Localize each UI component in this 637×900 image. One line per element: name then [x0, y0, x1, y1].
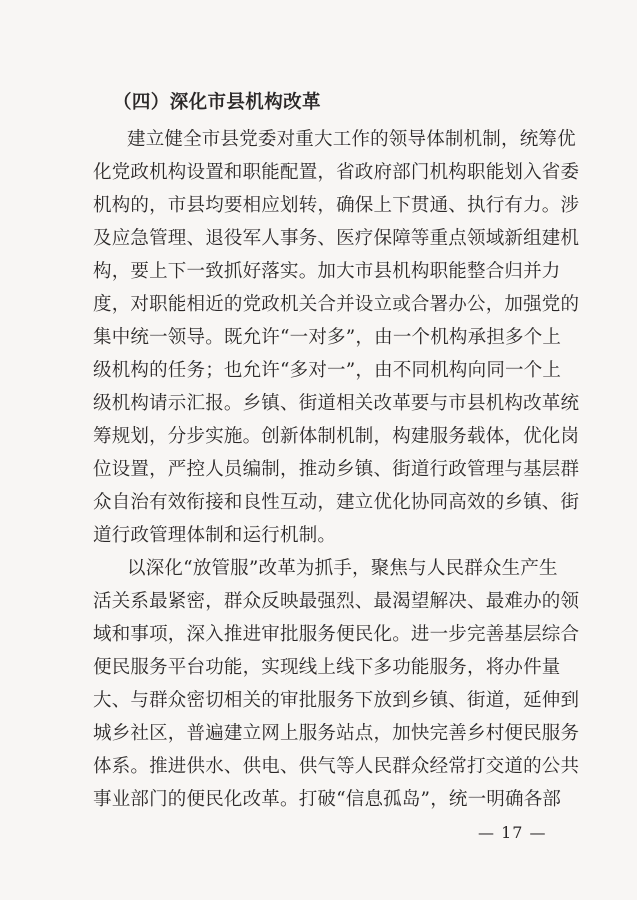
paragraph-line: 以深化“放管服”改革为抓手，聚焦与人民群众生产生 — [127, 558, 558, 579]
paragraph-line: 化党政机构设置和职能配置，省政府部门机构职能划入省委 — [93, 162, 580, 183]
paragraph-line: 道行政管理体制和运行机制。 — [93, 525, 337, 546]
paragraph-line: 众自治有效衔接和良性互动，建立优化协同高效的乡镇、街 — [93, 492, 580, 513]
paragraph-line: 便民服务平台功能，实现线上线下多功能服务，将办件量 — [93, 657, 561, 678]
paragraph-line: 活关系最紧密，群众反映最强烈、最渴望解决、最难办的领 — [93, 591, 580, 612]
paragraph-line: 体系。推进供水、供电、供气等人民群众经常打交道的公共 — [93, 756, 580, 777]
paragraph-line: 城乡社区，普遍建立网上服务站点，加快完善乡村便民服务 — [93, 723, 580, 744]
paragraph-line: 度，对职能相近的党政机关合并设立或合署办公，加强党的 — [93, 294, 580, 315]
page-number: — 17 — — [478, 823, 547, 842]
paragraph-line: 大、与群众密切相关的审批服务下放到乡镇、街道，延伸到 — [93, 690, 580, 711]
section-heading: （四）深化市县机构改革 — [113, 92, 321, 113]
paragraph-line: 建立健全市县党委对重大工作的领导体制机制，统筹优 — [127, 129, 576, 150]
paragraph-line: 机构的，市县均要相应划转，确保上下贯通、执行有力。涉 — [93, 195, 580, 216]
paragraph-line: 筹规划，分步实施。创新体制机制，构建服务载体，优化岗 — [93, 426, 580, 447]
paragraph-line: 级机构的任务；也允许“多对一”，由不同机构向同一个上 — [93, 360, 562, 381]
paragraph-line: 及应急管理、退役军人事务、医疗保障等重点领域新组建机 — [93, 228, 580, 249]
paragraph-line: 位设置，严控人员编制，推动乡镇、街道行政管理与基层群 — [93, 459, 580, 480]
paragraph-line: 域和事项，深入推进审批服务便民化。进一步完善基层综合 — [93, 624, 580, 645]
paragraph-line: 事业部门的便民化改革。打破“信息孤岛”，统一明确各部 — [93, 789, 562, 810]
paragraph-line: 级机构请示汇报。乡镇、街道相关改革要与市县机构改革统 — [93, 393, 580, 414]
paragraph-line: 构，要上下一致抓好落实。加大市县机构职能整合归并力 — [93, 261, 561, 282]
paragraph-line: 集中统一领导。既允许“一对多”，由一个机构承担多个上 — [93, 327, 562, 348]
